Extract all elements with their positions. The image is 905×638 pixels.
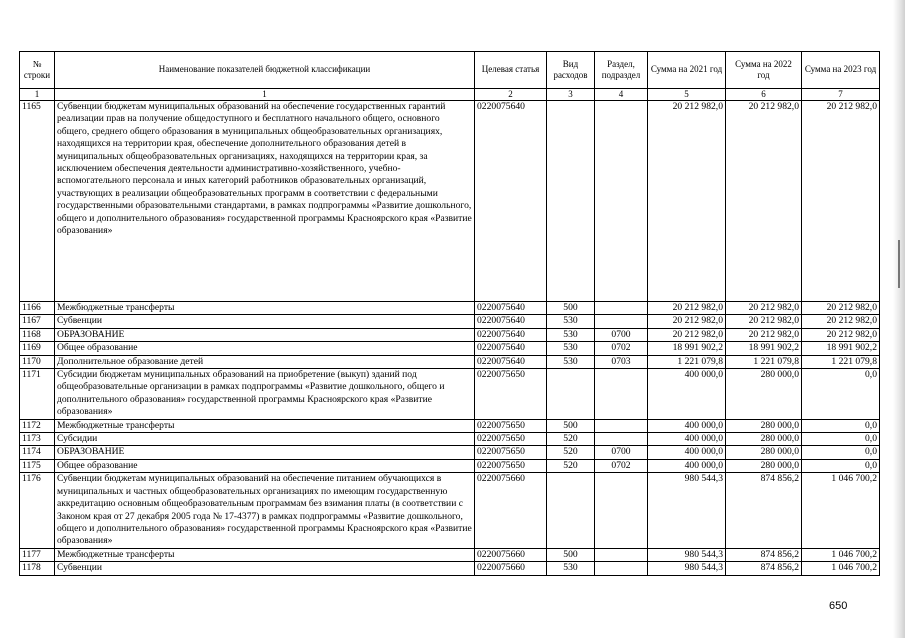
header-section: Раздел, подраздел: [595, 52, 648, 89]
sum-2023: 20 212 982,0: [802, 302, 880, 315]
target-article: 0220075640: [475, 315, 547, 328]
sum-2023: 1 046 700,2: [802, 473, 880, 548]
expense-type: [547, 369, 595, 420]
indicator-name: Межбюджетные трансферты: [55, 302, 475, 315]
row-number: 1168: [20, 328, 55, 341]
expense-type: 530: [547, 328, 595, 341]
sum-2021: 20 212 982,0: [648, 302, 726, 315]
expense-type: 500: [547, 419, 595, 432]
table-row: [20, 328, 880, 341]
header-target-article: Целевая статья: [475, 52, 547, 89]
scan-edge-shadow: [893, 0, 905, 638]
expense-type: 500: [547, 548, 595, 561]
sum-2022: 20 212 982,0: [726, 302, 802, 315]
expense-type: 530: [547, 355, 595, 368]
target-article: 0220075640: [475, 302, 547, 315]
target-article: 0220075640: [475, 328, 547, 341]
sum-2021: 1 221 079,8: [648, 355, 726, 368]
table-row: [20, 433, 880, 446]
row-number: 1170: [20, 355, 55, 368]
sum-2023: 1 221 079,8: [802, 355, 880, 368]
target-article: 0220075650: [475, 369, 547, 420]
header-expense-type: Вид расходов: [547, 52, 595, 89]
sum-2023: 0,0: [802, 433, 880, 446]
column-number: 1: [55, 89, 475, 101]
expense-type: 520: [547, 459, 595, 472]
table-row: [20, 302, 880, 315]
indicator-name: Субсидии бюджетам муниципальных образований на приобретение (выкуп) зданий под общеобразовательные организации в рамках подпрограммы «Развитие дошкольного, общего и дополнительного образования» государственной программы Красноярского края «Развитие образования»: [55, 369, 475, 420]
expense-type: [547, 101, 595, 302]
header-name: Наименование показателей бюджетной классификации: [55, 52, 475, 89]
header-sum-2021: Сумма на 2021 год: [648, 52, 726, 89]
sum-2023: 20 212 982,0: [802, 328, 880, 341]
table-row: [20, 548, 880, 561]
sum-2022: 874 856,2: [726, 562, 802, 575]
target-article: 0220075650: [475, 446, 547, 459]
indicator-name: Субвенции: [55, 562, 475, 575]
indicator-name: ОБРАЗОВАНИЕ: [55, 446, 475, 459]
section-code: 0700: [595, 446, 648, 459]
row-number: 1173: [20, 433, 55, 446]
sum-2023: 1 046 700,2: [802, 548, 880, 561]
sum-2021: 980 544,3: [648, 562, 726, 575]
sum-2021: 980 544,3: [648, 548, 726, 561]
indicator-name: Общее образование: [55, 459, 475, 472]
expense-type: 530: [547, 562, 595, 575]
section-code: [595, 562, 648, 575]
indicator-name: Межбюджетные трансферты: [55, 548, 475, 561]
sum-2022: 1 221 079,8: [726, 355, 802, 368]
row-number: 1167: [20, 315, 55, 328]
table-row: [20, 315, 880, 328]
target-article: 0220075650: [475, 419, 547, 432]
section-code: [595, 315, 648, 328]
table-row: [20, 342, 880, 355]
row-number: 1169: [20, 342, 55, 355]
sum-2023: 20 212 982,0: [802, 315, 880, 328]
section-code: [595, 369, 648, 420]
indicator-name: Субсидии: [55, 433, 475, 446]
expense-type: 520: [547, 446, 595, 459]
column-number: 5: [648, 89, 726, 101]
expense-type: [547, 473, 595, 548]
sum-2023: 0,0: [802, 419, 880, 432]
sum-2021: 20 212 982,0: [648, 328, 726, 341]
sum-2022: 20 212 982,0: [726, 315, 802, 328]
sum-2022: 280 000,0: [726, 433, 802, 446]
row-number: 1166: [20, 302, 55, 315]
sum-2022: 280 000,0: [726, 369, 802, 420]
expense-type: 530: [547, 342, 595, 355]
sum-2022: 874 856,2: [726, 473, 802, 548]
sum-2021: 400 000,0: [648, 446, 726, 459]
sum-2021: 20 212 982,0: [648, 101, 726, 302]
header-row: [20, 52, 880, 89]
column-number-row: [20, 89, 880, 101]
row-number: 1176: [20, 473, 55, 548]
sum-2021: 400 000,0: [648, 369, 726, 420]
table-row: [20, 101, 880, 302]
sum-2022: 280 000,0: [726, 419, 802, 432]
column-number: 7: [802, 89, 880, 101]
table-row: [20, 369, 880, 420]
target-article: 0220075640: [475, 342, 547, 355]
indicator-name: Субвенции: [55, 315, 475, 328]
sum-2021: 20 212 982,0: [648, 315, 726, 328]
sum-2021: 18 991 902,2: [648, 342, 726, 355]
row-number: 1174: [20, 446, 55, 459]
row-number: 1175: [20, 459, 55, 472]
sum-2022: 20 212 982,0: [726, 101, 802, 302]
section-code: [595, 473, 648, 548]
target-article: 0220075640: [475, 101, 547, 302]
sum-2022: 18 991 902,2: [726, 342, 802, 355]
target-article: 0220075660: [475, 473, 547, 548]
row-number: 1177: [20, 548, 55, 561]
section-code: 0703: [595, 355, 648, 368]
row-number: 1178: [20, 562, 55, 575]
sum-2022: 20 212 982,0: [726, 328, 802, 341]
expense-type: 520: [547, 433, 595, 446]
indicator-name: Общее образование: [55, 342, 475, 355]
indicator-name: ОБРАЗОВАНИЕ: [55, 328, 475, 341]
column-number: 6: [726, 89, 802, 101]
page-number: 650: [829, 600, 848, 612]
sum-2023: 20 212 982,0: [802, 101, 880, 302]
scan-edge-mark: [898, 240, 900, 288]
column-number: 1: [20, 89, 55, 101]
indicator-name: Межбюджетные трансферты: [55, 419, 475, 432]
section-code: 0702: [595, 459, 648, 472]
target-article: 0220075660: [475, 562, 547, 575]
row-number: 1172: [20, 419, 55, 432]
header-sum-2023: Сумма на 2023 год: [802, 52, 880, 89]
table-row: [20, 446, 880, 459]
row-number: 1165: [20, 101, 55, 302]
sum-2023: 0,0: [802, 459, 880, 472]
target-article: 0220075650: [475, 459, 547, 472]
expense-type: 530: [547, 315, 595, 328]
target-article: 0220075660: [475, 548, 547, 561]
sum-2023: 18 991 902,2: [802, 342, 880, 355]
section-code: 0700: [595, 328, 648, 341]
sum-2022: 280 000,0: [726, 459, 802, 472]
row-number: 1171: [20, 369, 55, 420]
sum-2021: 400 000,0: [648, 419, 726, 432]
column-number: 2: [475, 89, 547, 101]
section-code: [595, 433, 648, 446]
table-row: [20, 459, 880, 472]
target-article: 0220075640: [475, 355, 547, 368]
column-number: 3: [547, 89, 595, 101]
table-row: [20, 562, 880, 575]
column-number: 4: [595, 89, 648, 101]
section-code: [595, 419, 648, 432]
sum-2023: 0,0: [802, 369, 880, 420]
table-row: [20, 473, 880, 548]
sum-2023: 1 046 700,2: [802, 562, 880, 575]
target-article: 0220075650: [475, 433, 547, 446]
header-row-number: № строки: [20, 52, 55, 89]
sum-2021: 400 000,0: [648, 433, 726, 446]
section-code: [595, 548, 648, 561]
sum-2022: 280 000,0: [726, 446, 802, 459]
section-code: [595, 101, 648, 302]
sum-2021: 400 000,0: [648, 459, 726, 472]
sum-2022: 874 856,2: [726, 548, 802, 561]
table-row: [20, 355, 880, 368]
budget-table: [19, 51, 880, 576]
section-code: [595, 302, 648, 315]
table-row: [20, 419, 880, 432]
indicator-name: Субвенции бюджетам муниципальных образований на обеспечение питанием обучающихся в муниципальных и частных общеобразовательных организациях по имеющим государственную аккредитацию основным общеобразовательным программам без взимания платы (в соответствии с Законом края от 27 декабря 2005 года № 17-4377) в рамках подпрограммы «Развитие дошкольного, общего и дополнительного образования» государственной программы Красноярского края «Развитие образования»: [55, 473, 475, 548]
indicator-name: Субвенции бюджетам муниципальных образований на обеспечение государственных гарантий реализации прав на получение общедоступного и бесплатного начального общего, основного общего, среднего общего образования в муниципальных общеобразовательных организациях, находящихся на территории края, обеспечение дополнительного образования детей в муниципальных общеобразовательных организациях, находящихся на территории края, за исключением обеспечения деятельности административно-хозяйственного, учебно-вспомогательного персонала и иных категорий работников образовательных организаций, участвующих в реализации общеобразовательных программ в соответствии с федеральными государственными образовательными стандартами, в рамках подпрограммы «Развитие дошкольного, общего и дополнительного образования» государственной программы Красноярского края «Развитие образования»: [55, 101, 475, 302]
sum-2023: 0,0: [802, 446, 880, 459]
sum-2021: 980 544,3: [648, 473, 726, 548]
indicator-name: Дополнительное образование детей: [55, 355, 475, 368]
expense-type: 500: [547, 302, 595, 315]
header-sum-2022: Сумма на 2022 год: [726, 52, 802, 89]
section-code: 0702: [595, 342, 648, 355]
